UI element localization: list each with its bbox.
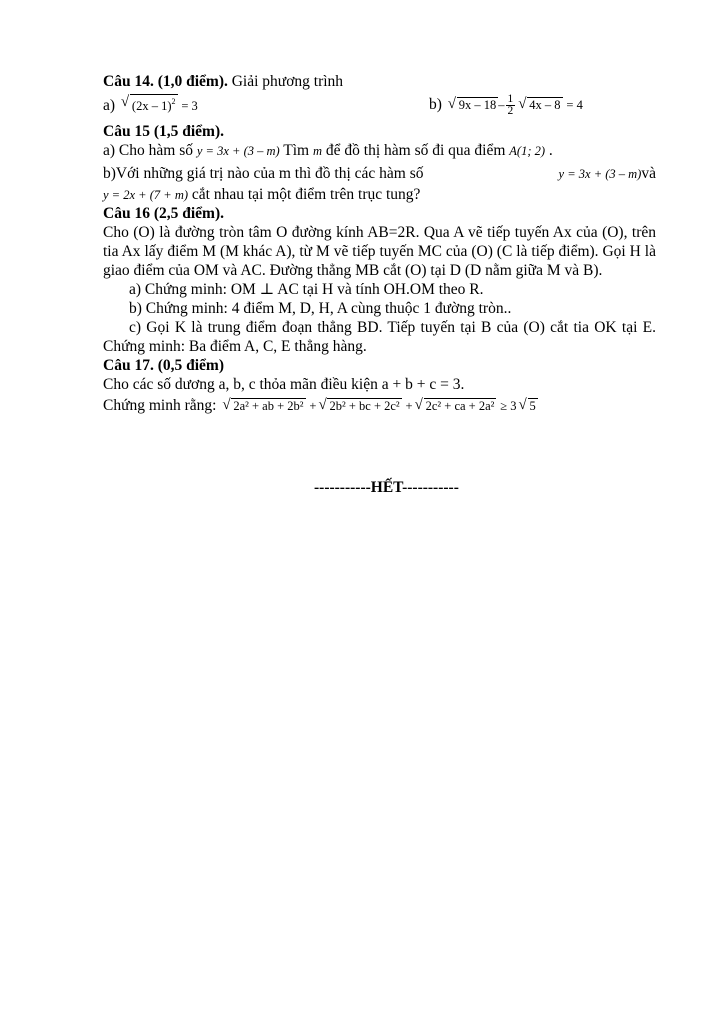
q15-b-text3: cắt nhau tại một điểm trên trục tung? bbox=[188, 186, 421, 203]
q17-term3-body: 2c² + ca + 2a² bbox=[425, 399, 495, 413]
q14-a-label: a) bbox=[103, 97, 116, 114]
q15-a-text3: để đồ thị hàm số đi qua điểm bbox=[322, 142, 510, 159]
q17-term3: √ 2c² + ca + 2a² bbox=[414, 397, 495, 413]
q14-equations bbox=[103, 91, 656, 116]
q17-title: Câu 17. (0,5 điểm) bbox=[103, 357, 224, 374]
q17-term2: √ 2b² + bc + 2c² bbox=[318, 397, 400, 413]
q17-rhs: ≥ 3 bbox=[500, 399, 517, 413]
q14-header bbox=[103, 72, 656, 91]
q16-header bbox=[103, 204, 656, 223]
q15-title: Câu 15 (1,5 điểm). bbox=[103, 123, 224, 140]
q15-a-point: A(1; 2) bbox=[509, 144, 546, 158]
q14-b-frac-num: 1 bbox=[507, 93, 514, 105]
q15-b-text1: b)Với những giá trị nào của m thì đồ thị các hàm số bbox=[103, 165, 424, 182]
q15-header bbox=[103, 122, 656, 141]
q15-b-text2: và bbox=[641, 165, 656, 182]
q14-a-sqrt: √ (2x – 1)$^2$ bbox=[120, 94, 176, 113]
q17-header bbox=[103, 356, 656, 375]
q15-part-b-line2 bbox=[103, 185, 656, 204]
q14-b-expr1: 9x – 18 bbox=[458, 98, 497, 113]
q15-a-text4: . bbox=[545, 142, 553, 159]
q17-term1-body: 2a² + ab + 2b² bbox=[233, 399, 304, 413]
q14-b-sqrt1: √ 9x – 18 bbox=[447, 96, 497, 113]
q15-a-text2: Tìm bbox=[279, 142, 313, 159]
q17-term1: √ 2a² + ab + 2b² bbox=[222, 397, 304, 413]
q16-part-c: c) Gọi K là trung điểm đoạn thẳng BD. Tiếp tuyến tại B của (O) cắt tia OK tại E. Chứng minh: Ba điểm A, C, E thẳng hàng. bbox=[103, 319, 656, 355]
q15-a-text1: a) Cho hàm số bbox=[103, 142, 197, 159]
q16-part-b: b) Chứng minh: 4 điểm M, D, H, A cùng thuộc 1 đường tròn.. bbox=[129, 300, 512, 317]
q15-b-funcs bbox=[559, 164, 656, 184]
q14-b-minus: – bbox=[498, 98, 505, 113]
q17-rhs-root: 5 bbox=[529, 399, 536, 413]
q15-a-func: y = 3x + (3 – m) bbox=[196, 144, 280, 158]
q15-part-a bbox=[103, 141, 656, 160]
q17-term2-body: 2b² + bc + 2c² bbox=[329, 399, 400, 413]
q17-given: Cho các số dương a, b, c thỏa mãn điều kiện a + b + c = 3. bbox=[103, 376, 465, 393]
q14-a-rhs: = 3 bbox=[181, 99, 198, 113]
q17-plus1: + bbox=[309, 399, 317, 413]
q17-prove bbox=[103, 394, 656, 418]
exam-page bbox=[103, 72, 656, 418]
q15-b-func2: y = 2x + (7 + m) bbox=[103, 188, 189, 202]
q14-title: Câu 14. (1,0 điểm). bbox=[103, 73, 228, 90]
q16-intro: Cho (O) là đường tròn tâm O đường kính AB=2R. Qua A vẽ tiếp tuyến Ax của (O), trên tia Ax lấy điểm M (M khác A), từ M vẽ tiếp tuyến MC của (O) (C là tiếp điểm). Gọi H là giao điểm của OM và AC. Đường thẳng MB cắt (O) tại D (D nằm giữa M và B). bbox=[103, 224, 656, 279]
q14-b-label: b) bbox=[429, 96, 442, 114]
q16-part-a: a) Chứng minh: OM ⊥ AC tại H và tính OH.OM theo R. bbox=[129, 281, 484, 298]
q14-b-frac bbox=[506, 94, 516, 117]
q14-b-rhs: = 4 bbox=[566, 98, 583, 113]
q14-a-exp: 2 bbox=[171, 97, 176, 106]
q14-b-frac-den: 2 bbox=[507, 105, 514, 117]
q14-a-expr: (2x – 1) bbox=[131, 99, 172, 113]
q17-rhs-sqrt: √ 5 bbox=[518, 397, 536, 413]
q15-a-m: m bbox=[313, 144, 323, 158]
q17-prove-label: Chứng minh rằng: bbox=[103, 397, 221, 414]
q14-prompt: Giải phương trình bbox=[227, 73, 344, 90]
end-marker: -----------HẾT----------- bbox=[314, 479, 459, 496]
q14-b bbox=[429, 94, 583, 117]
q14-b-sqrt2: √ 4x – 8 bbox=[518, 96, 561, 113]
q14-b-expr2: 4x – 8 bbox=[529, 98, 561, 113]
q15-part-b-line1 bbox=[103, 164, 656, 183]
q17-plus2: + bbox=[405, 399, 413, 413]
q16-title: Câu 16 (2,5 điểm). bbox=[103, 205, 224, 222]
q15-b-func1: y = 3x + (3 – m) bbox=[558, 167, 642, 181]
